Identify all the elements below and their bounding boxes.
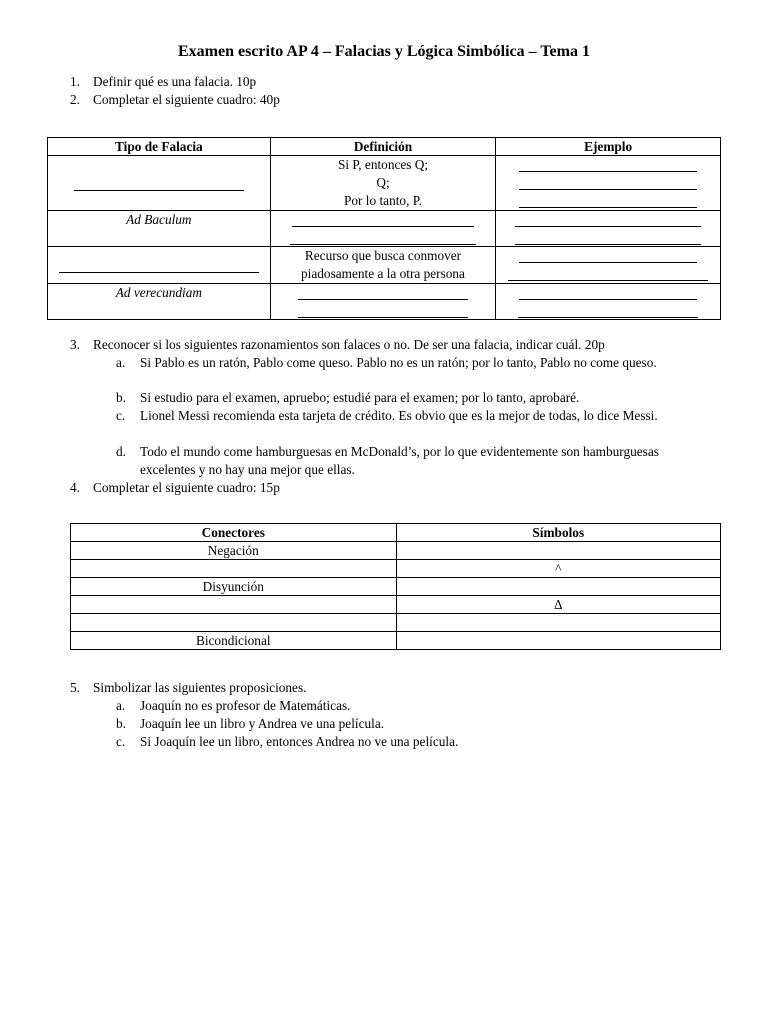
table-row <box>71 614 721 632</box>
question-number: 1. <box>70 74 80 89</box>
fallacy-type-cell: Ad verecundiam <box>48 284 271 320</box>
item-text: Joaquín no es profesor de Matemáticas. <box>140 698 351 713</box>
list-item <box>116 697 696 715</box>
blank-cell[interactable] <box>496 156 721 211</box>
question-text: Reconocer si los siguientes razonamientos son falaces o no. De ser una falacia, indicar cuál. 20p <box>93 337 605 352</box>
question-number: 2. <box>70 92 80 107</box>
question-text: Completar el siguiente cuadro: 40p <box>93 92 280 107</box>
item-letter: a. <box>116 698 126 713</box>
blank-cell[interactable] <box>496 211 721 247</box>
question-1 <box>70 73 256 91</box>
definition-line: Por lo tanto, P. <box>344 193 422 208</box>
question-4 <box>70 479 280 497</box>
definition-line: Recurso que busca conmover <box>304 248 462 263</box>
connector-table <box>70 523 721 650</box>
item-text: Todo el mundo come hamburguesas en McDonald’s, por lo que evidentemente son hamburguesas excelentes y no hay una mejor que ellas. <box>140 444 659 477</box>
header-simbolos: Símbolos <box>396 524 720 542</box>
item-letter: b. <box>116 390 126 405</box>
question-5 <box>70 679 306 697</box>
table-header-row <box>71 524 721 542</box>
list-item <box>116 733 696 751</box>
symbol-cell: ^ <box>396 560 720 578</box>
connector-cell[interactable] <box>71 560 397 578</box>
item-text: Si Pablo es un ratón, Pablo come queso. Pablo no es un ratón; por lo tanto, Pablo no come queso. <box>140 355 657 370</box>
item-text: Si Joaquín lee un libro, entonces Andrea no ve una película. <box>140 734 459 749</box>
table-row <box>71 632 721 650</box>
table-row <box>71 596 721 614</box>
header-ejemplo: Ejemplo <box>496 138 721 156</box>
symbol-cell[interactable] <box>396 632 720 650</box>
item-letter: c. <box>116 408 126 423</box>
table-row <box>48 247 721 284</box>
table-row <box>48 156 721 211</box>
table-row <box>48 211 721 247</box>
definition-line: Si P, entonces Q; <box>337 157 429 172</box>
list-item <box>116 407 696 425</box>
blank-cell[interactable] <box>496 247 721 284</box>
symbol-cell[interactable] <box>396 542 720 560</box>
question-2 <box>70 91 280 109</box>
list-item <box>116 715 696 733</box>
blank-cell[interactable] <box>496 284 721 320</box>
question-number: 5. <box>70 680 80 695</box>
definition-line: piadosamente a la otra persona <box>301 266 465 281</box>
header-definicion: Definición <box>270 138 496 156</box>
definition-cell <box>270 247 496 284</box>
connector-cell[interactable] <box>71 614 397 632</box>
list-item <box>116 443 696 478</box>
blank-cell[interactable] <box>48 247 271 284</box>
item-letter: c. <box>116 734 126 749</box>
table-header-row <box>48 138 721 156</box>
blank-cell[interactable] <box>48 156 271 211</box>
item-letter: b. <box>116 716 126 731</box>
symbol-cell[interactable] <box>396 578 720 596</box>
table-row <box>71 578 721 596</box>
fallacy-table <box>47 137 721 320</box>
item-letter: a. <box>116 355 126 370</box>
question-3 <box>70 336 605 354</box>
table-row <box>71 542 721 560</box>
item-text: Lionel Messi recomienda esta tarjeta de crédito. Es obvio que es la mejor de todas, lo dice Messi. <box>140 408 658 423</box>
definition-line: Q; <box>376 175 390 190</box>
item-text: Joaquín lee un libro y Andrea ve una película. <box>140 716 385 731</box>
question-text: Simbolizar las siguientes proposiciones. <box>93 680 307 695</box>
item-letter: d. <box>116 444 126 459</box>
list-item <box>116 354 696 372</box>
fallacy-type-cell: Ad Baculum <box>48 211 271 247</box>
blank-cell[interactable] <box>270 284 496 320</box>
connector-cell: Disyunción <box>71 578 397 596</box>
question-number: 4. <box>70 480 80 495</box>
blank-cell[interactable] <box>270 211 496 247</box>
symbol-cell[interactable] <box>396 614 720 632</box>
question-number: 3. <box>70 337 80 352</box>
question-text: Completar el siguiente cuadro: 15p <box>93 480 280 495</box>
list-item <box>116 389 696 407</box>
question-text: Definir qué es una falacia. 10p <box>93 74 257 89</box>
symbol-cell: Δ <box>396 596 720 614</box>
connector-cell: Bicondicional <box>71 632 397 650</box>
connector-cell: Negación <box>71 542 397 560</box>
definition-cell <box>270 156 496 211</box>
item-text: Si estudio para el examen, apruebo; estudié para el examen; por lo tanto, aprobaré. <box>140 390 580 405</box>
exam-title: Examen escrito AP 4 – Falacias y Lógica Simbólica – Tema 1 <box>178 43 590 60</box>
header-conectores: Conectores <box>71 524 397 542</box>
table-row <box>71 560 721 578</box>
header-tipo: Tipo de Falacia <box>48 138 271 156</box>
table-row <box>48 284 721 320</box>
connector-cell[interactable] <box>71 596 397 614</box>
